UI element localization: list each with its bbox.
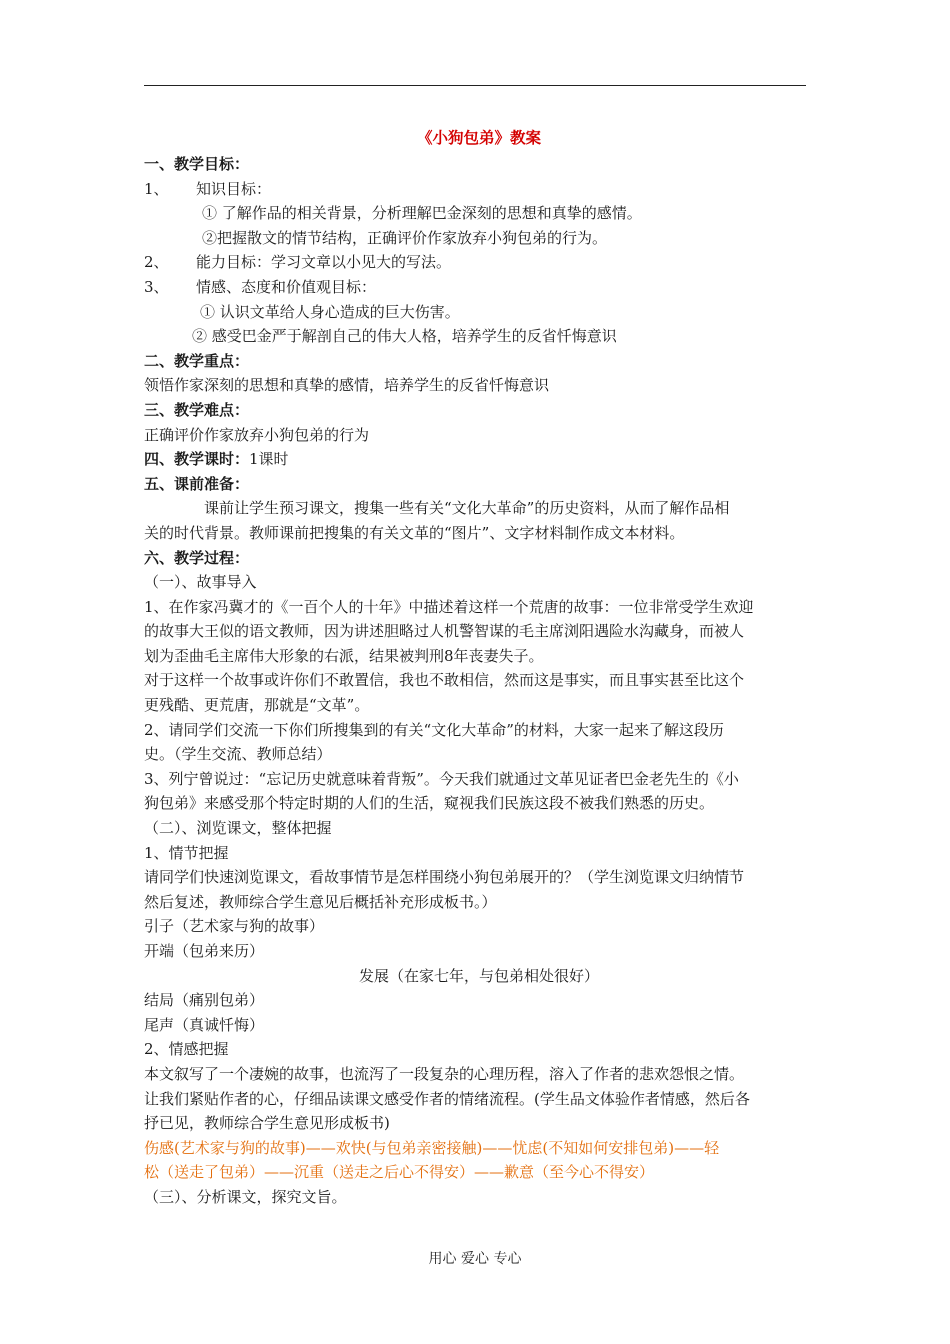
paragraph-line: 领悟作家深刻的思想和真挚的感情，培养学生的反省忏悔意识 <box>144 376 550 395</box>
paragraph-line: 1、在作家冯冀才的《一百个人的十年》中描述着这样一个荒唐的故事：一位非常受学生欢迎 <box>144 597 754 616</box>
paragraph-line: 3、列宁曾说过：“忘记历史就意味着背叛”。今天我们就通过文革见证者巴金老先生的《小 <box>144 769 739 788</box>
plot-stage: 引子（艺术家与狗的故事） <box>144 917 325 936</box>
paragraph-line: 的故事大王似的语文教师，因为讲述胆略过人机警智谋的毛主席浏阳遇险水沟藏身，而被人 <box>144 622 745 641</box>
paragraph-line: 课前让学生预习课文，搜集一些有关“文化大革命”的历史资料，从而了解作品相 <box>204 499 730 518</box>
list-item <box>144 275 814 300</box>
section-heading: 四、教学课时： <box>144 450 250 469</box>
paragraph-line: 狗包弟》来感受那个特定时期的人们的生活，窥视我们民族这段不被我们熟悉的历史。 <box>144 794 715 813</box>
paragraph-line: 本文叙写了一个凄婉的故事，也流泻了一段复杂的心理历程，溶入了作者的悲欢怨恨之情。 <box>144 1064 745 1083</box>
subsection-item: 1、情节把握 <box>144 843 229 862</box>
plot-stage: 开端（包弟来历） <box>144 942 265 960</box>
paragraph-line: 让我们紧贴作者的心，仔细品读课文感受作者的情绪流程。(学生品文体验作者情感，然后各 <box>144 1089 750 1108</box>
item-number: 2、 <box>144 253 169 272</box>
sub-item: ① 了解作品的相关背景，分析理解巴金深刻的思想和真挚的感情。 <box>202 204 642 223</box>
emotion-flow: 伤感(艺术家与狗的故事)——欢快(与包弟亲密接触)——忧虑(不知如何安排包弟)——轻 <box>144 1138 720 1157</box>
item-text: 知识目标： <box>196 179 272 198</box>
paragraph-line: 对于这样一个故事或许你们不敢置信，我也不敢相信，然而这是事实，而且事实甚至比这个 <box>144 671 745 690</box>
section-heading-row <box>144 447 814 472</box>
item-text: 情感、态度和价值观目标： <box>196 277 377 296</box>
page-title: 《小狗包弟》教案 <box>416 128 541 147</box>
lesson-hours: 1课时 <box>249 450 289 469</box>
section-heading: 三、教学难点： <box>144 400 250 419</box>
item-number: 1、 <box>144 179 169 198</box>
paragraph-line: 史。（学生交流、教师总结） <box>144 745 332 764</box>
sub-item: ②把握散文的情节结构，正确评价作家放弃小狗包弟的行为。 <box>202 228 608 247</box>
page-footer: 用心 爱心 专心 <box>428 1251 522 1267</box>
paragraph-line: 更残酷、更荒唐，那就是“文革”。 <box>144 696 370 715</box>
section-heading: 五、课前准备： <box>144 474 250 493</box>
header-rule <box>144 85 806 86</box>
sub-item: ① 认识文革给人身心造成的巨大伤害。 <box>200 302 460 321</box>
paragraph-line: 请同学们快速浏览课文，看故事情节是怎样围绕小狗包弟展开的？（学生浏览课文归纳情节 <box>144 868 745 887</box>
paragraph-line: 关的时代背景。教师课前把搜集的有关文革的“图片”、文字材料制作成文本材料。 <box>144 523 685 542</box>
section-heading: 六、教学过程： <box>144 548 250 567</box>
subsection-heading: （三）、分析课文，探究文旨。 <box>144 1187 347 1206</box>
subsection-item: 2、情感把握 <box>144 1040 229 1059</box>
item-text: 能力目标：学习文章以小见大的写法。 <box>196 253 452 272</box>
section-heading: 二、教学重点： <box>144 351 250 370</box>
plot-stage: 结局（痛别包弟） <box>144 991 265 1010</box>
list-item <box>144 177 814 202</box>
subsection-heading: （一）、故事导入 <box>144 573 257 592</box>
paragraph-line: 然后复述，教师综合学生意见后概括补充形成板书。） <box>144 892 497 911</box>
item-number: 3、 <box>144 277 169 296</box>
paragraph-line: 划为歪曲毛主席伟大形象的右派，结果被判刑8年丧妻失子。 <box>144 646 544 665</box>
plot-stage: 发展（在家七年，与包弟相处很好） <box>358 966 599 985</box>
section-heading: 一、教学目标： <box>144 155 250 173</box>
paragraph-line: 2、请同学们交流一下你们所搜集到的有关“文化大革命”的材料，大家一起来了解这段历 <box>144 720 724 739</box>
list-item <box>144 250 814 275</box>
subsection-heading: （二）、浏览课文，整体把握 <box>144 819 332 838</box>
document-body <box>144 124 814 1210</box>
emotion-flow: 松（送走了包弟）——沉重（送走之后心不得安）——歉意（至今心不得安） <box>144 1163 655 1182</box>
plot-stage: 尾声（真诚忏悔） <box>144 1015 265 1034</box>
paragraph-line: 正确评价作家放弃小狗包弟的行为 <box>144 425 370 444</box>
paragraph-line: 抒已见，教师综合学生意见形成板书) <box>144 1114 390 1133</box>
sub-item: ② 感受巴金严于解剖自己的伟大人格，培养学生的反省忏悔意识 <box>192 327 617 346</box>
